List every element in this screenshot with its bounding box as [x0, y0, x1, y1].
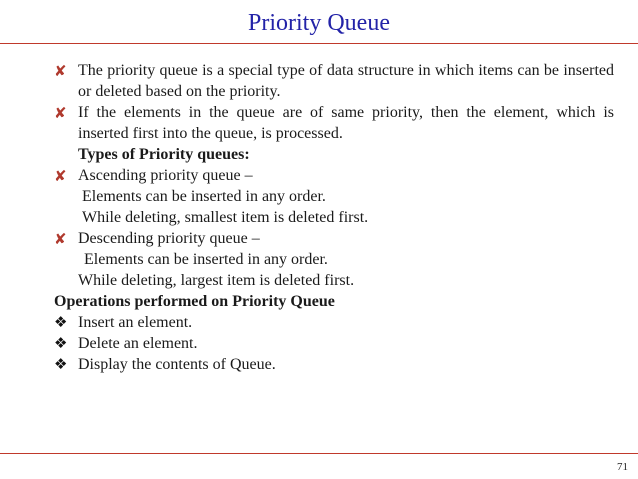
x-mark-icon: ✘ — [54, 104, 67, 122]
ascending-line-1: Elements can be inserted in any order. — [82, 188, 326, 205]
bullet-text: The priority queue is a special type of data structure in which items can be inserted or deleted based on the priority. — [78, 62, 614, 100]
operation-text: Insert an element. — [78, 314, 193, 331]
page-number: 71 — [617, 461, 628, 473]
bullet-definition — [54, 60, 614, 102]
operations-heading: Operations performed on Priority Queue — [54, 293, 335, 310]
bullet-text: Descending priority queue – — [78, 230, 260, 247]
x-mark-icon: ✘ — [54, 167, 67, 185]
bullet-ascending — [54, 165, 614, 186]
operation-text: Delete an element. — [78, 335, 198, 352]
bullet-text: Ascending priority queue – — [78, 167, 253, 184]
four-diamond-icon: ❖ — [54, 313, 68, 331]
four-diamond-icon: ❖ — [54, 355, 68, 373]
bullet-text: If the elements in the queue are of same priority, then the element, which is inserted first into the queue, is processed. — [78, 104, 614, 142]
types-heading-row — [54, 144, 614, 165]
types-heading: Types of Priority queues: — [78, 146, 250, 163]
slide-body — [54, 60, 614, 375]
top-divider — [0, 43, 638, 44]
four-diamond-icon: ❖ — [54, 334, 68, 352]
bullet-same-priority — [54, 102, 614, 144]
descending-line-2: While deleting, largest item is deleted first. — [78, 272, 355, 289]
descending-line-1: Elements can be inserted in any order. — [84, 251, 328, 268]
x-mark-icon: ✘ — [54, 230, 67, 248]
operation-item — [54, 354, 614, 375]
x-mark-icon: ✘ — [54, 62, 67, 80]
operation-item — [54, 333, 614, 354]
slide-title: Priority Queue — [248, 10, 390, 36]
bullet-descending — [54, 228, 614, 249]
operation-item — [54, 312, 614, 333]
operation-text: Display the contents of Queue. — [78, 356, 276, 373]
bottom-divider — [0, 453, 638, 454]
ascending-line-2: While deleting, smallest item is deleted first. — [82, 209, 369, 226]
